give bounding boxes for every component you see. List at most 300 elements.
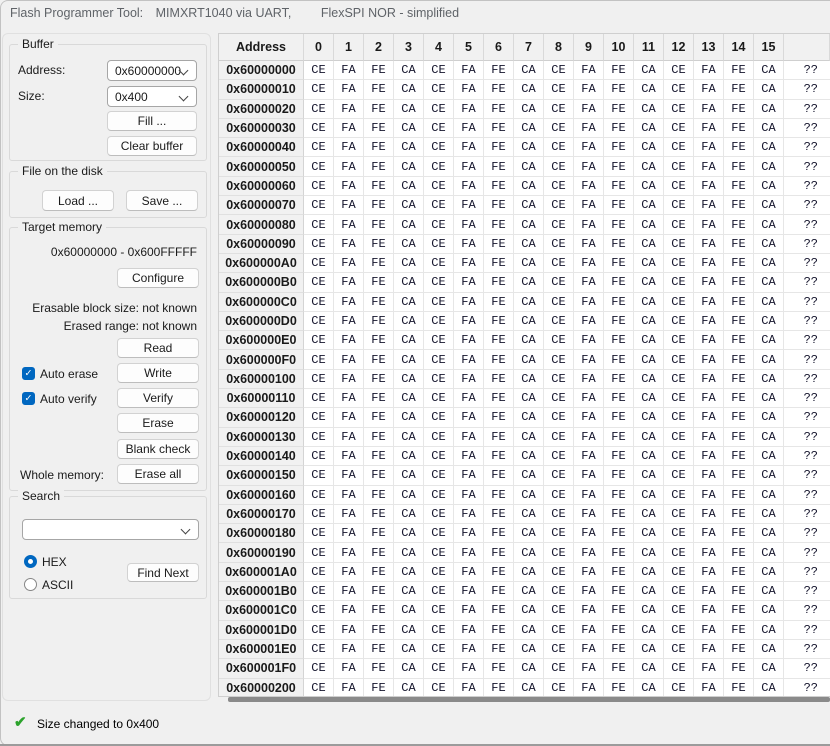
hex-byte-cell[interactable]: CA [754, 621, 784, 640]
ascii-value-cell[interactable]: ?? [784, 659, 830, 678]
hex-byte-cell[interactable]: FA [574, 524, 604, 543]
configure-button[interactable]: Configure [117, 268, 199, 288]
hex-byte-cell[interactable]: CA [394, 215, 424, 234]
hex-byte-cell[interactable]: FA [694, 582, 724, 601]
hex-byte-cell[interactable]: FE [364, 80, 394, 99]
hex-byte-cell[interactable]: CA [514, 215, 544, 234]
hex-byte-cell[interactable]: CE [664, 389, 694, 408]
hex-byte-cell[interactable]: CE [664, 486, 694, 505]
hex-byte-cell[interactable]: CA [514, 524, 544, 543]
hex-byte-cell[interactable]: FA [334, 543, 364, 562]
hex-radio[interactable] [24, 555, 37, 568]
blank-check-button[interactable]: Blank check [117, 439, 199, 459]
ascii-value-cell[interactable]: ?? [784, 428, 830, 447]
hex-byte-cell[interactable]: CE [424, 621, 454, 640]
hex-byte-cell[interactable]: CA [754, 543, 784, 562]
hex-byte-cell[interactable]: FE [604, 100, 634, 119]
hex-byte-cell[interactable]: FE [364, 563, 394, 582]
hex-byte-cell[interactable]: CE [664, 505, 694, 524]
hex-byte-cell[interactable]: FA [694, 100, 724, 119]
hex-byte-cell[interactable]: CA [754, 119, 784, 138]
hex-byte-cell[interactable]: FA [574, 679, 604, 698]
hex-byte-cell[interactable]: FA [574, 273, 604, 292]
hex-byte-cell[interactable]: CE [424, 370, 454, 389]
hex-byte-cell[interactable]: CE [664, 100, 694, 119]
hex-byte-cell[interactable]: CA [634, 254, 664, 273]
hex-byte-cell[interactable]: FE [484, 408, 514, 427]
hex-byte-cell[interactable]: FA [574, 466, 604, 485]
hex-byte-cell[interactable]: CA [634, 235, 664, 254]
hex-byte-cell[interactable]: FA [574, 138, 604, 157]
hex-byte-cell[interactable]: FE [604, 524, 634, 543]
hex-byte-cell[interactable]: CE [664, 119, 694, 138]
hex-byte-cell[interactable]: CE [424, 640, 454, 659]
hex-byte-cell[interactable]: CA [634, 370, 664, 389]
hex-byte-cell[interactable]: FA [454, 524, 484, 543]
hex-byte-cell[interactable]: CA [394, 235, 424, 254]
hex-byte-cell[interactable]: FE [724, 80, 754, 99]
hex-byte-cell[interactable]: CE [544, 215, 574, 234]
hex-byte-cell[interactable]: FE [604, 679, 634, 698]
auto-erase-checkbox[interactable] [22, 367, 35, 380]
hex-byte-cell[interactable]: FE [484, 254, 514, 273]
hex-byte-cell[interactable]: FA [574, 659, 604, 678]
hex-byte-cell[interactable]: CA [394, 389, 424, 408]
hex-byte-cell[interactable]: CE [304, 293, 334, 312]
hex-byte-cell[interactable]: CE [424, 273, 454, 292]
hex-byte-cell[interactable]: CE [304, 61, 334, 80]
hex-byte-cell[interactable]: CE [304, 505, 334, 524]
ascii-value-cell[interactable]: ?? [784, 177, 830, 196]
hex-byte-cell[interactable]: FE [364, 273, 394, 292]
hex-byte-cell[interactable]: CA [634, 350, 664, 369]
hex-byte-cell[interactable]: CE [664, 138, 694, 157]
hex-byte-cell[interactable]: CE [424, 138, 454, 157]
hex-byte-cell[interactable]: CE [304, 601, 334, 620]
save-button[interactable]: Save ... [126, 190, 198, 211]
hex-byte-cell[interactable]: CE [664, 196, 694, 215]
hex-byte-cell[interactable]: FA [574, 447, 604, 466]
hex-byte-cell[interactable]: CA [394, 428, 424, 447]
hex-byte-cell[interactable]: FE [364, 679, 394, 698]
hex-byte-cell[interactable]: FA [694, 447, 724, 466]
hex-byte-cell[interactable]: FA [454, 582, 484, 601]
hex-byte-cell[interactable]: FE [364, 100, 394, 119]
hex-byte-cell[interactable]: CE [664, 601, 694, 620]
hex-byte-cell[interactable]: FA [574, 640, 604, 659]
hex-byte-cell[interactable]: CE [304, 659, 334, 678]
hex-byte-cell[interactable]: CA [634, 119, 664, 138]
hex-byte-cell[interactable]: FE [604, 196, 634, 215]
ascii-value-cell[interactable]: ?? [784, 447, 830, 466]
hex-byte-cell[interactable]: FA [334, 389, 364, 408]
hex-byte-cell[interactable]: CA [754, 293, 784, 312]
hex-byte-cell[interactable]: FE [724, 486, 754, 505]
ascii-value-cell[interactable]: ?? [784, 601, 830, 620]
hex-byte-cell[interactable]: CA [514, 563, 544, 582]
hex-byte-cell[interactable]: FE [484, 640, 514, 659]
hex-byte-cell[interactable]: CE [544, 447, 574, 466]
hex-byte-cell[interactable]: FA [454, 100, 484, 119]
hex-byte-cell[interactable]: FE [484, 138, 514, 157]
hex-byte-cell[interactable]: CE [304, 679, 334, 698]
hex-byte-cell[interactable]: CE [664, 157, 694, 176]
hex-byte-cell[interactable]: FE [484, 331, 514, 350]
hex-byte-cell[interactable]: FE [484, 177, 514, 196]
hex-byte-cell[interactable]: CE [664, 177, 694, 196]
hex-byte-cell[interactable]: CE [304, 254, 334, 273]
hex-byte-cell[interactable]: CE [544, 157, 574, 176]
hex-byte-cell[interactable]: CA [634, 408, 664, 427]
hex-byte-cell[interactable]: CE [664, 273, 694, 292]
hex-byte-cell[interactable]: FE [364, 196, 394, 215]
hex-byte-cell[interactable]: CE [544, 100, 574, 119]
hex-byte-cell[interactable]: CA [394, 466, 424, 485]
hex-byte-cell[interactable]: FA [334, 100, 364, 119]
hex-byte-cell[interactable]: CE [664, 350, 694, 369]
hex-byte-cell[interactable]: FE [724, 563, 754, 582]
hex-byte-cell[interactable]: FE [724, 679, 754, 698]
ascii-value-cell[interactable]: ?? [784, 293, 830, 312]
hex-byte-cell[interactable]: FE [364, 428, 394, 447]
hex-byte-cell[interactable]: FA [454, 428, 484, 447]
hex-byte-cell[interactable]: CA [634, 273, 664, 292]
hex-byte-cell[interactable]: CE [304, 138, 334, 157]
hex-byte-cell[interactable]: CE [304, 543, 334, 562]
ascii-value-cell[interactable]: ?? [784, 254, 830, 273]
hex-byte-cell[interactable]: FA [694, 621, 724, 640]
hex-byte-cell[interactable]: FE [364, 61, 394, 80]
hex-byte-cell[interactable]: FA [454, 389, 484, 408]
hex-byte-cell[interactable]: CA [754, 235, 784, 254]
hex-byte-cell[interactable]: FA [694, 640, 724, 659]
hex-byte-cell[interactable]: FE [364, 138, 394, 157]
hex-byte-cell[interactable]: CA [514, 408, 544, 427]
hex-byte-cell[interactable]: CA [394, 524, 424, 543]
hex-byte-cell[interactable]: FE [364, 621, 394, 640]
hex-byte-cell[interactable]: CA [754, 370, 784, 389]
hex-byte-cell[interactable]: CA [514, 486, 544, 505]
hex-byte-cell[interactable]: FA [694, 659, 724, 678]
hex-byte-cell[interactable]: CE [424, 505, 454, 524]
hex-byte-cell[interactable]: FE [724, 543, 754, 562]
hex-byte-cell[interactable]: FE [364, 601, 394, 620]
hex-byte-cell[interactable]: CE [304, 157, 334, 176]
hex-byte-cell[interactable]: CA [634, 621, 664, 640]
hex-byte-cell[interactable]: CE [424, 543, 454, 562]
hex-byte-cell[interactable]: CA [514, 273, 544, 292]
hex-byte-cell[interactable]: CE [544, 119, 574, 138]
hex-byte-cell[interactable]: FA [454, 408, 484, 427]
ascii-value-cell[interactable]: ?? [784, 505, 830, 524]
hex-byte-cell[interactable]: FA [574, 331, 604, 350]
hex-byte-cell[interactable]: FA [574, 486, 604, 505]
hex-byte-cell[interactable]: CE [544, 659, 574, 678]
hex-byte-cell[interactable]: CE [424, 331, 454, 350]
hex-byte-cell[interactable]: CA [514, 312, 544, 331]
hex-byte-cell[interactable]: CE [544, 543, 574, 562]
hex-byte-cell[interactable]: FE [364, 235, 394, 254]
hex-byte-cell[interactable]: CA [514, 466, 544, 485]
hex-byte-cell[interactable]: CA [514, 331, 544, 350]
hex-byte-cell[interactable]: FA [574, 582, 604, 601]
auto-verify-checkbox[interactable] [22, 392, 35, 405]
hex-byte-cell[interactable]: FE [604, 119, 634, 138]
hex-byte-cell[interactable]: CE [664, 215, 694, 234]
hex-byte-cell[interactable]: FE [364, 293, 394, 312]
ascii-value-cell[interactable]: ?? [784, 157, 830, 176]
hex-byte-cell[interactable]: FA [334, 61, 364, 80]
hex-byte-cell[interactable]: CE [664, 61, 694, 80]
hex-byte-cell[interactable]: CA [394, 331, 424, 350]
hex-byte-cell[interactable]: CA [634, 80, 664, 99]
hex-byte-cell[interactable]: FA [334, 408, 364, 427]
hex-byte-cell[interactable]: CE [424, 61, 454, 80]
hex-byte-cell[interactable]: CE [424, 466, 454, 485]
hex-byte-cell[interactable]: CE [544, 679, 574, 698]
hex-byte-cell[interactable]: FA [694, 350, 724, 369]
hex-byte-cell[interactable]: CE [544, 350, 574, 369]
hex-byte-cell[interactable]: FA [694, 679, 724, 698]
hex-byte-cell[interactable]: CA [634, 138, 664, 157]
hex-byte-cell[interactable]: CA [514, 350, 544, 369]
hex-byte-cell[interactable]: FE [604, 428, 634, 447]
hex-byte-cell[interactable]: FE [724, 196, 754, 215]
hex-byte-cell[interactable]: CA [514, 138, 544, 157]
hex-byte-cell[interactable]: FA [574, 177, 604, 196]
ascii-value-cell[interactable]: ?? [784, 486, 830, 505]
hex-byte-cell[interactable]: CE [664, 466, 694, 485]
hex-byte-cell[interactable]: FE [724, 119, 754, 138]
hex-byte-cell[interactable]: FA [334, 505, 364, 524]
hex-byte-cell[interactable]: FA [454, 486, 484, 505]
hex-byte-cell[interactable]: CE [544, 331, 574, 350]
hex-byte-cell[interactable]: CE [424, 157, 454, 176]
ascii-value-cell[interactable]: ?? [784, 80, 830, 99]
ascii-value-cell[interactable]: ?? [784, 389, 830, 408]
hex-byte-cell[interactable]: FE [364, 447, 394, 466]
hex-byte-cell[interactable]: FE [364, 466, 394, 485]
hex-byte-cell[interactable]: FA [574, 389, 604, 408]
hex-byte-cell[interactable]: FA [454, 350, 484, 369]
hex-byte-cell[interactable]: FA [334, 254, 364, 273]
hex-byte-cell[interactable]: CE [544, 389, 574, 408]
hex-byte-cell[interactable]: FA [574, 428, 604, 447]
hex-byte-cell[interactable]: CE [664, 640, 694, 659]
hex-byte-cell[interactable]: FE [484, 273, 514, 292]
hex-byte-cell[interactable]: CA [634, 466, 664, 485]
hex-byte-cell[interactable]: FA [334, 273, 364, 292]
hex-byte-cell[interactable]: CA [634, 659, 664, 678]
hex-byte-cell[interactable]: FE [484, 524, 514, 543]
hex-byte-cell[interactable]: FE [604, 486, 634, 505]
ascii-value-cell[interactable]: ?? [784, 563, 830, 582]
hex-byte-cell[interactable]: CA [754, 428, 784, 447]
hex-byte-cell[interactable]: CE [544, 524, 574, 543]
hex-byte-cell[interactable]: FE [604, 563, 634, 582]
ascii-value-cell[interactable]: ?? [784, 350, 830, 369]
hex-byte-cell[interactable]: CA [754, 563, 784, 582]
hex-byte-cell[interactable]: FA [694, 543, 724, 562]
hex-byte-cell[interactable]: FE [604, 659, 634, 678]
hex-byte-cell[interactable]: CE [664, 370, 694, 389]
hex-byte-cell[interactable]: CA [634, 293, 664, 312]
hex-byte-cell[interactable]: FE [484, 389, 514, 408]
hex-byte-cell[interactable]: CE [304, 447, 334, 466]
hex-byte-cell[interactable]: CE [304, 466, 334, 485]
hex-byte-cell[interactable]: FA [334, 80, 364, 99]
clear-buffer-button[interactable]: Clear buffer [107, 136, 197, 156]
hex-byte-cell[interactable]: CE [424, 177, 454, 196]
hex-byte-cell[interactable]: FE [604, 157, 634, 176]
hex-byte-cell[interactable]: FA [694, 505, 724, 524]
erase-all-button[interactable]: Erase all [117, 464, 199, 484]
hex-byte-cell[interactable]: FA [694, 524, 724, 543]
hex-byte-cell[interactable]: CA [394, 408, 424, 427]
hex-byte-cell[interactable]: FA [454, 331, 484, 350]
hex-byte-cell[interactable]: CE [544, 486, 574, 505]
hex-byte-cell[interactable]: FE [364, 486, 394, 505]
hex-byte-cell[interactable]: CE [424, 100, 454, 119]
hex-byte-cell[interactable]: CE [304, 350, 334, 369]
hex-byte-cell[interactable]: FE [724, 408, 754, 427]
hex-byte-cell[interactable]: CE [544, 505, 574, 524]
ascii-value-cell[interactable]: ?? [784, 312, 830, 331]
hex-byte-cell[interactable]: CA [514, 80, 544, 99]
hex-byte-cell[interactable]: CA [514, 254, 544, 273]
hex-byte-cell[interactable]: FA [574, 563, 604, 582]
hex-byte-cell[interactable]: FE [724, 582, 754, 601]
hex-byte-cell[interactable]: FA [334, 524, 364, 543]
hex-byte-cell[interactable]: FA [454, 80, 484, 99]
hex-byte-cell[interactable]: FE [364, 350, 394, 369]
hex-byte-cell[interactable]: FA [574, 196, 604, 215]
hex-byte-cell[interactable]: CA [394, 370, 424, 389]
hex-byte-cell[interactable]: CA [634, 215, 664, 234]
hex-byte-cell[interactable]: CA [634, 563, 664, 582]
hex-byte-cell[interactable]: CA [754, 447, 784, 466]
hex-byte-cell[interactable]: FA [334, 177, 364, 196]
hex-byte-cell[interactable]: CE [424, 447, 454, 466]
hex-byte-cell[interactable]: FE [484, 621, 514, 640]
hex-byte-cell[interactable]: FE [364, 640, 394, 659]
hex-byte-cell[interactable]: FE [604, 331, 634, 350]
hex-byte-cell[interactable]: CE [304, 486, 334, 505]
hex-byte-cell[interactable]: FA [694, 331, 724, 350]
hex-byte-cell[interactable]: CA [754, 100, 784, 119]
hex-byte-cell[interactable]: CE [544, 293, 574, 312]
hex-byte-cell[interactable]: CA [754, 389, 784, 408]
hex-byte-cell[interactable]: FA [454, 679, 484, 698]
hex-byte-cell[interactable]: FE [484, 601, 514, 620]
hex-byte-cell[interactable]: FA [454, 177, 484, 196]
hex-byte-cell[interactable]: CA [394, 582, 424, 601]
hex-byte-cell[interactable]: FE [364, 312, 394, 331]
hex-byte-cell[interactable]: FA [574, 119, 604, 138]
hex-byte-cell[interactable]: CE [664, 293, 694, 312]
hex-byte-cell[interactable]: FA [574, 61, 604, 80]
hex-byte-cell[interactable]: CE [424, 659, 454, 678]
hex-byte-cell[interactable]: CE [544, 428, 574, 447]
hex-byte-cell[interactable]: CE [304, 621, 334, 640]
hex-byte-cell[interactable]: FE [604, 601, 634, 620]
hex-byte-cell[interactable]: CA [754, 466, 784, 485]
hex-byte-cell[interactable]: CA [754, 215, 784, 234]
hex-byte-cell[interactable]: FE [724, 273, 754, 292]
hex-byte-cell[interactable]: CA [394, 505, 424, 524]
hex-byte-cell[interactable]: CA [754, 350, 784, 369]
hex-byte-cell[interactable]: CE [544, 601, 574, 620]
hex-byte-cell[interactable]: CA [634, 389, 664, 408]
hex-byte-cell[interactable]: CA [394, 157, 424, 176]
ascii-value-cell[interactable]: ?? [784, 543, 830, 562]
hex-byte-cell[interactable]: FE [724, 621, 754, 640]
hex-byte-cell[interactable]: FA [574, 621, 604, 640]
hex-byte-cell[interactable]: CE [424, 312, 454, 331]
hex-byte-cell[interactable]: CE [424, 408, 454, 427]
hex-byte-cell[interactable]: FE [364, 177, 394, 196]
hex-byte-cell[interactable]: CE [424, 582, 454, 601]
hex-byte-cell[interactable]: FA [334, 138, 364, 157]
hex-byte-cell[interactable]: FE [724, 254, 754, 273]
hex-byte-cell[interactable]: CA [634, 157, 664, 176]
hex-byte-cell[interactable]: FA [454, 370, 484, 389]
hex-byte-cell[interactable]: CA [394, 119, 424, 138]
hex-byte-cell[interactable]: FA [454, 215, 484, 234]
hex-byte-cell[interactable]: CE [304, 389, 334, 408]
hex-byte-cell[interactable]: FE [484, 563, 514, 582]
hex-byte-cell[interactable]: FA [694, 157, 724, 176]
ascii-value-cell[interactable]: ?? [784, 100, 830, 119]
hex-byte-cell[interactable]: CA [394, 679, 424, 698]
hex-byte-cell[interactable]: CE [304, 119, 334, 138]
hex-byte-cell[interactable]: CE [304, 640, 334, 659]
hex-byte-cell[interactable]: CA [514, 582, 544, 601]
hex-byte-cell[interactable]: FA [454, 601, 484, 620]
hex-byte-cell[interactable]: FE [604, 177, 634, 196]
hex-byte-cell[interactable]: FA [574, 80, 604, 99]
hex-byte-cell[interactable]: CA [514, 679, 544, 698]
hex-byte-cell[interactable]: FA [694, 312, 724, 331]
hex-byte-cell[interactable]: FE [604, 621, 634, 640]
hex-byte-cell[interactable]: FA [574, 235, 604, 254]
hex-byte-cell[interactable]: CA [394, 61, 424, 80]
hex-byte-cell[interactable]: FA [694, 466, 724, 485]
hex-byte-cell[interactable]: FE [724, 61, 754, 80]
hex-byte-cell[interactable]: FE [724, 235, 754, 254]
hex-byte-cell[interactable]: CE [304, 235, 334, 254]
hex-byte-cell[interactable]: FA [334, 466, 364, 485]
ascii-value-cell[interactable]: ?? [784, 582, 830, 601]
hex-byte-cell[interactable]: CE [544, 466, 574, 485]
hex-byte-cell[interactable]: FE [484, 543, 514, 562]
hex-byte-cell[interactable]: CA [394, 350, 424, 369]
hex-byte-cell[interactable]: CE [304, 100, 334, 119]
hex-byte-cell[interactable]: FE [604, 235, 634, 254]
ascii-value-cell[interactable]: ?? [784, 524, 830, 543]
hex-byte-cell[interactable]: CA [514, 601, 544, 620]
hex-byte-cell[interactable]: FE [724, 350, 754, 369]
fill-button[interactable]: Fill ... [107, 111, 197, 131]
hex-byte-cell[interactable]: CE [424, 563, 454, 582]
hex-byte-cell[interactable]: FA [694, 293, 724, 312]
hex-byte-cell[interactable]: CE [664, 582, 694, 601]
hex-byte-cell[interactable]: FE [364, 215, 394, 234]
hex-byte-cell[interactable]: CA [634, 679, 664, 698]
hex-byte-cell[interactable]: CA [754, 408, 784, 427]
hex-byte-cell[interactable]: FA [694, 61, 724, 80]
hex-byte-cell[interactable]: FA [574, 601, 604, 620]
